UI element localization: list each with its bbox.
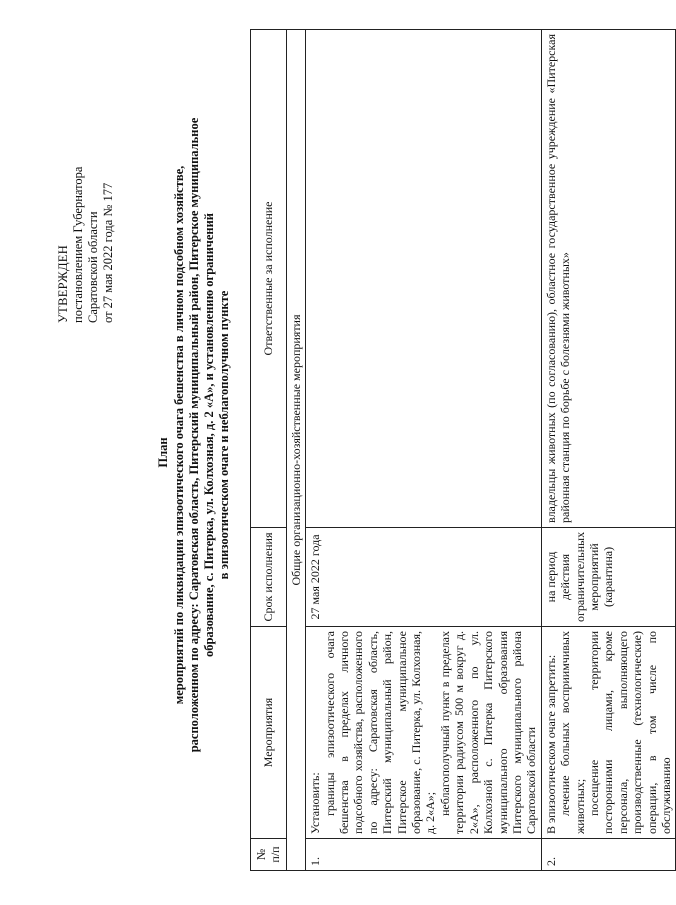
event-paragraph: лечение больных восприимчивых животных; (558, 631, 587, 834)
subtitle-line: мероприятий по ликвидации эпизоотического очага бешенства в личном подсобном хозяйстве, (172, 165, 186, 705)
table-row (306, 30, 542, 871)
subtitle-line: расположенном по адресу: Саратовская область, Питерский муниципальный район, Питерское муниципальное (187, 117, 201, 753)
document-subtitle (172, 115, 232, 755)
row-number: 2. (541, 839, 676, 871)
header-event: Мероприятия (251, 627, 287, 839)
header-responsible: Ответственные за исполнение (251, 30, 287, 528)
row-responsible (306, 30, 542, 528)
approval-line: от 27 мая 2022 года № 177 (101, 182, 115, 323)
row-term: 27 мая 2022 года (306, 527, 542, 626)
event-paragraph: В эпизоотическом очаге запретить: (543, 654, 558, 834)
approval-heading: УТВЕРЖДЕН (56, 244, 70, 323)
approval-stamp (56, 23, 116, 323)
approval-line: постановлением Губернатора (71, 166, 85, 323)
subtitle-line: в эпизоотическом очаге и неблагополучном пункте (217, 290, 231, 580)
event-paragraph: Установить: (308, 772, 323, 834)
subtitle-line: образование, с. Питерка, ул. Колхозная, д. 2 «А», и установлению ограничений (202, 212, 216, 658)
row-number: 1. (306, 839, 542, 871)
row-event (306, 627, 542, 839)
header-number: № п/п (251, 839, 287, 871)
event-paragraph: неблагополучный пункт в пределах территории радиусом 500 м вокруг д. 2«А», расположенного по ул. Колхозной с. Питерка Питерского муниципального образования Питерского муниципального района Саратовской области (437, 631, 539, 834)
event-paragraph: посещение территории посторонними лицами, кроме персонала, выполняющего производственные (технологические) операции, в том числе по обслуживанию (586, 631, 673, 834)
row-event (541, 627, 676, 839)
section-title: Общие организационно-хозяйственные мероприятия (286, 30, 305, 871)
document-title: План (156, 437, 170, 468)
event-paragraph: границы эпизоотического очага бешенства в пределах личного подсобного хозяйства, расположенного по адресу: Саратовская область, Питерский муниципальный район, Питерское муниципальное образование, с. Питерка, ул. Колхозная, д. 2«А»; (322, 631, 438, 834)
row-responsible: владельцы животных (по согласованию), областное государственное учреждение «Питерская районная станция по борьбе с болезнями животных» (541, 30, 676, 528)
table-row (541, 30, 676, 871)
section-row (286, 30, 305, 871)
row-term: на период действия ограничительных мероприятий (карантина) (541, 527, 676, 626)
header-term: Срок исполнения (251, 527, 287, 626)
table-header-row (251, 30, 287, 871)
measures-table (250, 29, 676, 871)
approval-line: Саратовской области (86, 211, 100, 323)
